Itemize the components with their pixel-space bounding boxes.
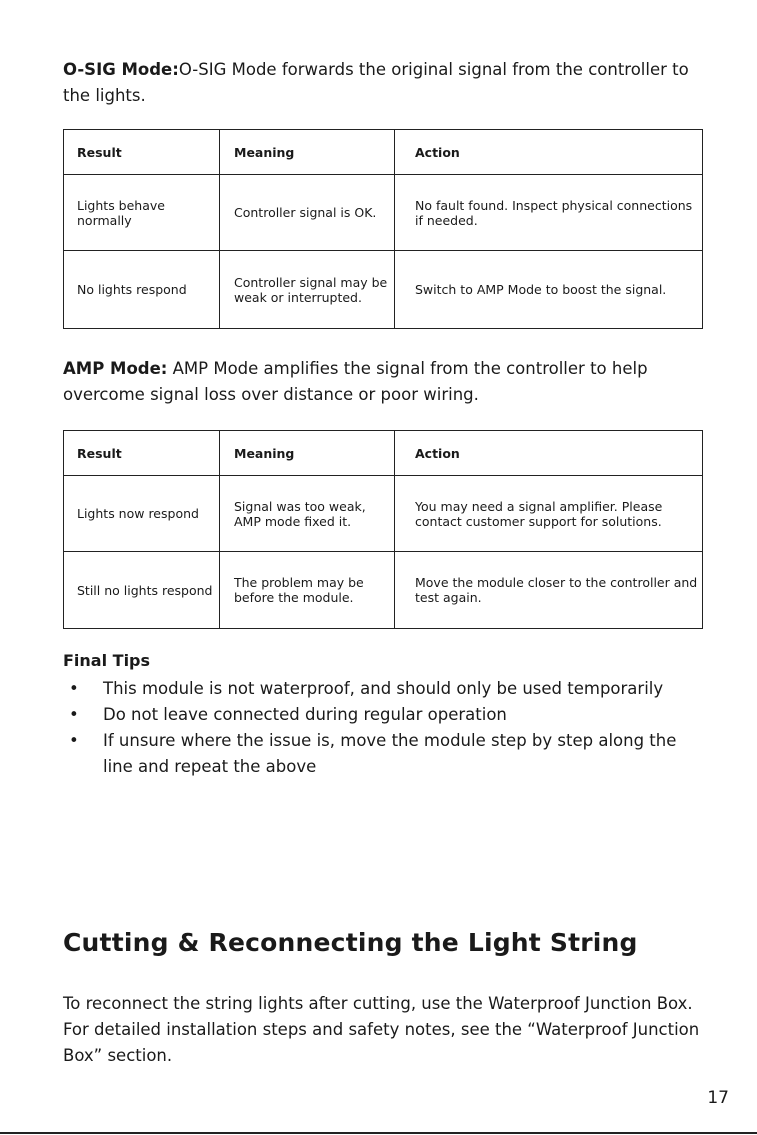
tips-list <box>63 676 703 780</box>
col-header-action: Action <box>395 431 703 476</box>
table-cell: You may need a signal amplifier. Please contact customer support for solutions. <box>395 476 703 552</box>
page-number: 17 <box>707 1088 729 1108</box>
tip-text: This module is not waterproof, and should only be used temporarily <box>103 679 664 698</box>
table-row <box>64 251 703 329</box>
table-cell: Switch to AMP Mode to boost the signal. <box>395 251 703 329</box>
table-cell: Lights behave normally <box>64 175 220 251</box>
list-item <box>63 728 703 780</box>
list-item <box>63 676 703 702</box>
list-item <box>63 702 703 728</box>
bullet-icon: • <box>69 731 79 750</box>
osig-text: O-SIG Mode forwards the original signal from the controller to the lights. <box>63 60 689 105</box>
table-row <box>64 552 703 629</box>
cutting-text: To reconnect the string lights after cutting, use the Waterproof Junction Box. For detailed installation steps and safety notes, see the “Waterproof Junction Box” section. <box>63 994 700 1065</box>
amp-intro <box>63 356 703 408</box>
tips-title: Final Tips <box>63 651 151 670</box>
col-header-meaning: Meaning <box>220 130 395 175</box>
bottom-rule <box>0 1132 757 1134</box>
bullet-icon: • <box>69 705 79 724</box>
col-header-result: Result <box>64 431 220 476</box>
table-header-row <box>64 431 703 476</box>
table-cell: Move the module closer to the controller and test again. <box>395 552 703 629</box>
amp-text: AMP Mode amplifies the signal from the controller to help overcome signal loss over distance or poor wiring. <box>63 359 648 404</box>
table-cell: Lights now respond <box>64 476 220 552</box>
table-cell: The problem may be before the module. <box>220 552 395 629</box>
tip-text: Do not leave connected during regular operation <box>103 705 507 724</box>
table-header-row <box>64 130 703 175</box>
osig-table <box>63 129 703 329</box>
osig-label: O-SIG Mode: <box>63 60 179 79</box>
table-row <box>64 476 703 552</box>
osig-intro <box>63 57 703 109</box>
section-heading: Cutting & Reconnecting the Light String <box>63 928 638 957</box>
table-cell: No lights respond <box>64 251 220 329</box>
table-cell: Controller signal is OK. <box>220 175 395 251</box>
amp-table <box>63 430 703 629</box>
tip-text: If unsure where the issue is, move the module step by step along the line and repeat the above <box>103 731 677 776</box>
col-header-meaning: Meaning <box>220 431 395 476</box>
col-header-result: Result <box>64 130 220 175</box>
table-cell: Still no lights respond <box>64 552 220 629</box>
table-cell: No fault found. Inspect physical connections if needed. <box>395 175 703 251</box>
table-cell: Controller signal may be weak or interrupted. <box>220 251 395 329</box>
bullet-icon: • <box>69 679 79 698</box>
table-cell: Signal was too weak, AMP mode fixed it. <box>220 476 395 552</box>
col-header-action: Action <box>395 130 703 175</box>
amp-label: AMP Mode: <box>63 359 168 378</box>
table-row <box>64 175 703 251</box>
